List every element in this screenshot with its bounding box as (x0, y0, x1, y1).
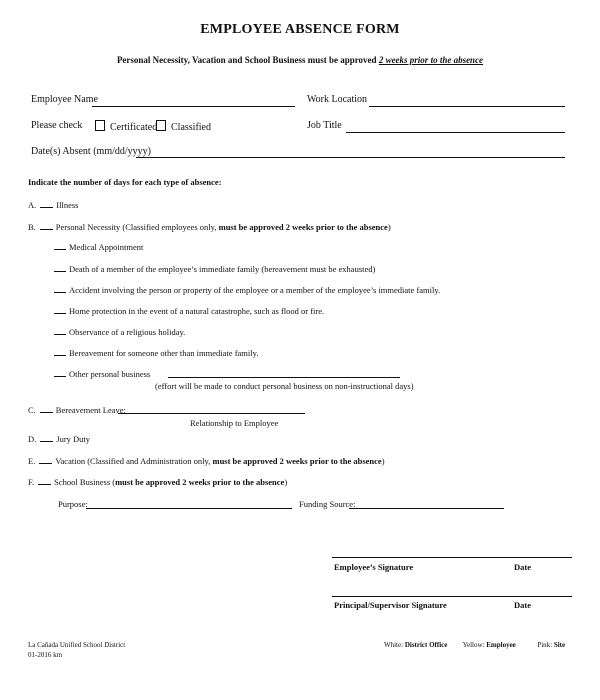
paren-close: ) (387, 222, 391, 232)
b-item-label: Medical Appointment (69, 242, 144, 252)
supervisor-signature-line[interactable] (332, 596, 572, 597)
b-item (54, 263, 375, 274)
jury-duty-days-field[interactable] (40, 433, 53, 442)
b-item-field[interactable] (54, 263, 66, 272)
supervisor-date-label: Date (514, 600, 531, 610)
b-item-field[interactable] (54, 241, 66, 250)
row-letter: D. (28, 434, 37, 444)
other-business-note: (effort will be made to conduct personal business on non-instructional days) (155, 381, 414, 391)
work-location-label: Work Location (307, 94, 368, 105)
white-copy-label: White: (384, 641, 404, 649)
pink-copy-value: Site (553, 641, 566, 649)
work-location-field[interactable] (369, 106, 565, 107)
dates-absent-label: Date(s) Absent (mm/dd/yyyy) (31, 146, 151, 157)
certificated-option[interactable] (95, 120, 157, 133)
absence-row-e (28, 455, 385, 466)
row-letter: B. (28, 222, 36, 232)
paren-close: ) (381, 456, 385, 466)
row-letter: C. (28, 405, 36, 415)
b-item-field[interactable] (54, 347, 66, 356)
bereavement-days-field[interactable] (40, 404, 53, 413)
bereavement-label: Bereavement Leave: (55, 405, 126, 415)
school-business-label: School Business ( (54, 477, 116, 487)
employee-date-label: Date (514, 562, 531, 572)
absence-row-a (28, 199, 78, 210)
form-subtitle (0, 55, 600, 65)
white-copy-value: District Office (404, 641, 448, 649)
personal-necessity-approval: must be approved 2 weeks prior to the absence (218, 222, 388, 232)
b-item-label: Bereavement for someone other than immediate family. (69, 348, 259, 358)
row-letter: E. (28, 456, 36, 466)
supervisor-signature-label: Principal/Supervisor Signature (334, 600, 447, 610)
b-item-label: Death of a member of the employee’s immediate family (bereavement must be exhausted) (69, 264, 376, 274)
jury-duty-label: Jury Duty (56, 434, 91, 444)
b-item (54, 347, 258, 358)
row-letter: F. (28, 477, 35, 487)
purpose-field[interactable] (86, 508, 292, 509)
classified-option[interactable] (156, 120, 211, 133)
b-item-field[interactable] (54, 305, 66, 314)
row-letter: A. (28, 200, 37, 210)
b-item-label: Home protection in the event of a natural catastrophe, such as flood or fire. (69, 306, 325, 316)
absence-row-f (28, 476, 287, 487)
vacation-label: Vacation (Classified and Administration only, (55, 456, 211, 466)
b-item-field[interactable] (54, 326, 66, 335)
dates-absent-field[interactable] (136, 157, 565, 158)
employee-signature-label: Employee’s Signature (334, 562, 414, 572)
yellow-copy-value: Employee (486, 641, 516, 649)
relationship-label: Relationship to Employee (190, 418, 279, 428)
vacation-approval: must be approved 2 weeks prior to the absence (212, 456, 382, 466)
b-item-field[interactable] (54, 284, 66, 293)
personal-necessity-days-field[interactable] (40, 221, 53, 230)
form-title: EMPLOYEE ABSENCE FORM (200, 22, 400, 37)
b-item (54, 368, 150, 379)
school-business-approval: must be approved 2 weeks prior to the absence (115, 477, 285, 487)
copy-distribution (384, 641, 565, 649)
vacation-days-field[interactable] (39, 455, 52, 464)
funding-source-field[interactable] (349, 508, 504, 509)
district-name: La Cañada Unified School District (28, 641, 126, 649)
relationship-field[interactable] (118, 413, 305, 414)
b-item (54, 284, 440, 295)
yellow-copy-label: Yellow: (462, 641, 485, 649)
school-business-days-field[interactable] (38, 476, 51, 485)
job-title-label: Job Title (307, 120, 342, 131)
certificated-checkbox[interactable] (95, 120, 105, 131)
classified-label: Classified (171, 122, 211, 133)
b-item-label: Observance of a religious holiday. (69, 327, 186, 337)
illness-label: Illness (56, 200, 79, 210)
revision-code: 01-2016 km (28, 651, 63, 659)
classified-checkbox[interactable] (156, 120, 166, 131)
employee-name-label: Employee Name (31, 94, 98, 105)
b-item-label: Other personal business (69, 369, 151, 379)
paren-close: ) (284, 477, 288, 487)
absence-row-c (28, 404, 126, 415)
employee-name-field[interactable] (92, 106, 295, 107)
certificated-label: Certificated (110, 122, 158, 133)
absence-row-b (28, 221, 391, 232)
other-business-field[interactable] (168, 377, 400, 378)
b-item (54, 305, 324, 316)
b-item (54, 241, 143, 252)
b-item (54, 326, 185, 337)
purpose-label: Purpose: (58, 499, 88, 509)
subtitle-text: Personal Necessity, Vacation and School Business must be approved (116, 55, 377, 65)
employee-signature-line[interactable] (332, 557, 572, 558)
b-item-field[interactable] (54, 368, 66, 377)
illness-days-field[interactable] (40, 199, 53, 208)
absence-row-d (28, 433, 90, 444)
pink-copy-label: Pink: (537, 641, 553, 649)
funding-source-label: Funding Source: (299, 499, 356, 509)
absence-instruction: Indicate the number of days for each type of absence: (28, 177, 222, 187)
subtitle-emphasis: 2 weeks prior to the absence (378, 55, 484, 65)
personal-necessity-label: Personal Necessity (Classified employees only, (55, 222, 217, 232)
b-item-label: Accident involving the person or property of the employee or a member of the employee’s immediate family. (69, 285, 441, 295)
please-check-label: Please check (31, 120, 83, 131)
job-title-field[interactable] (346, 132, 565, 133)
